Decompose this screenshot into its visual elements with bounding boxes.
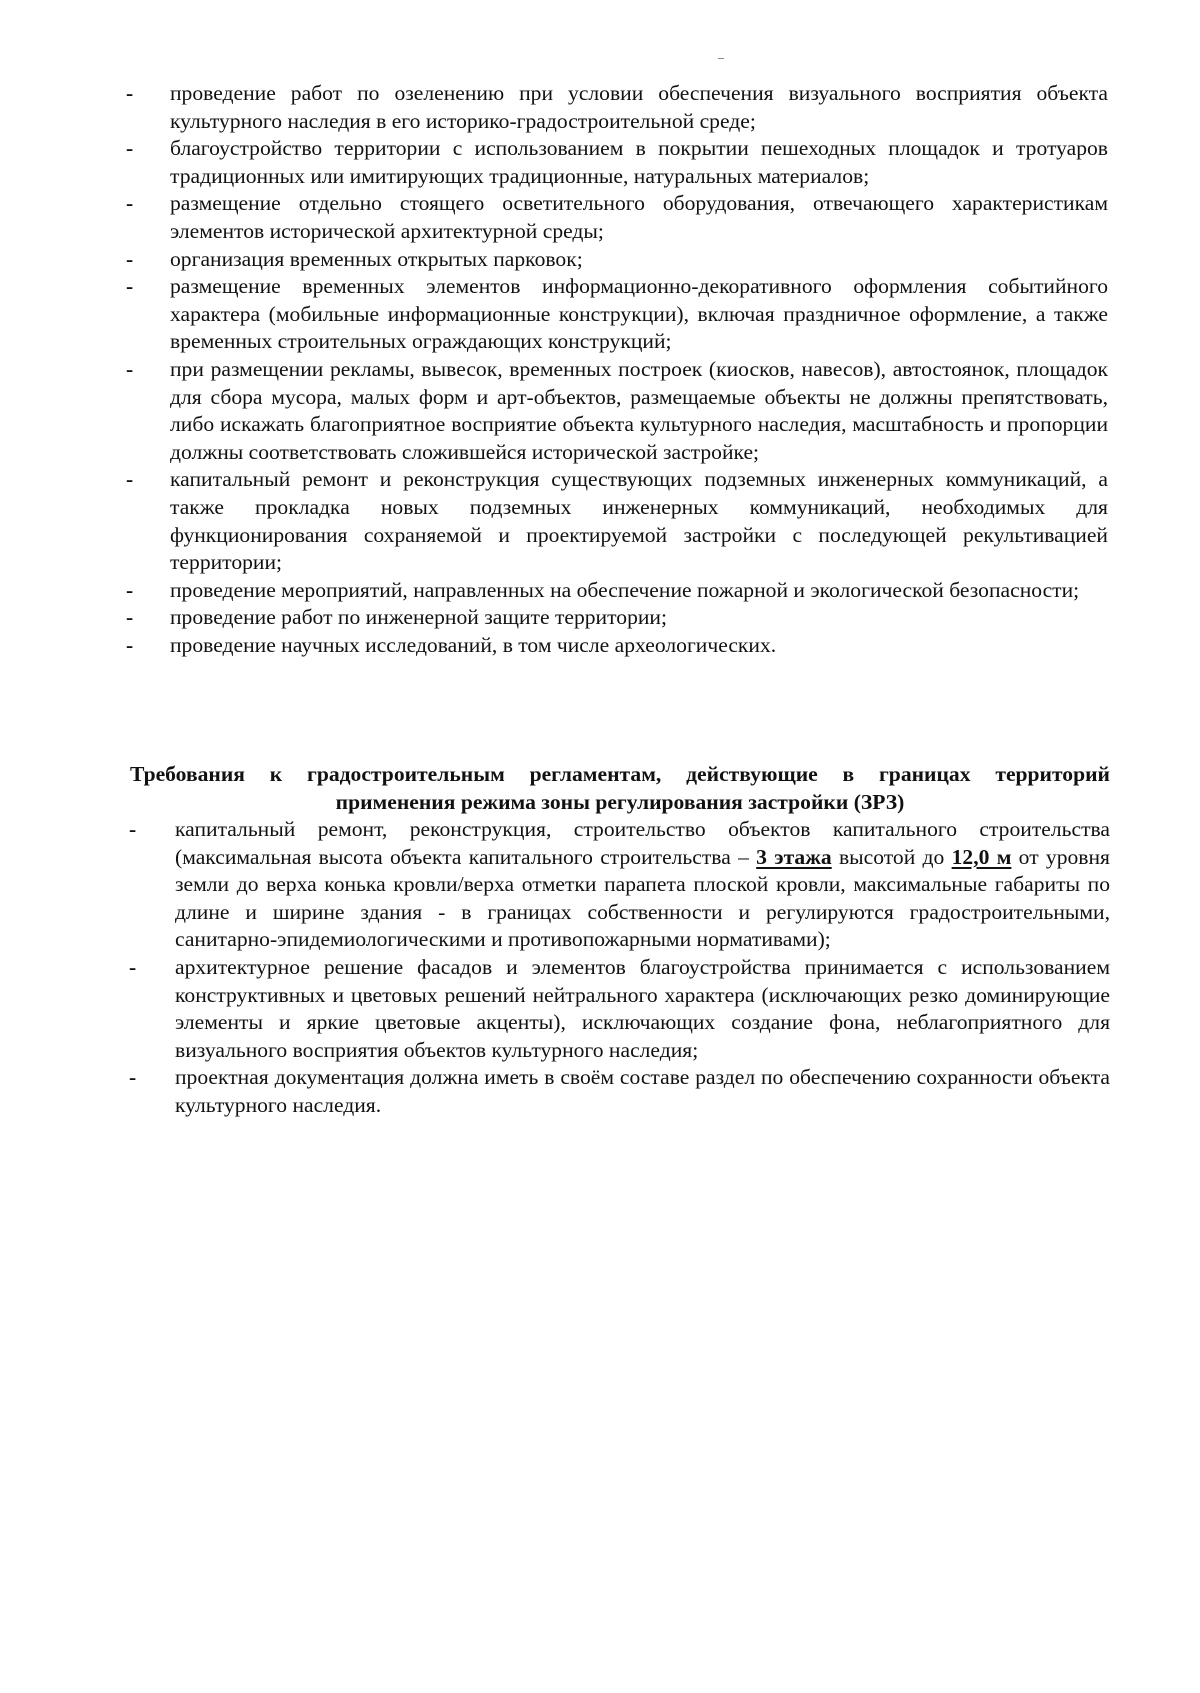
section-heading-line-2: применения режима зоны регулирования застройки (ЗРЗ) bbox=[335, 790, 905, 814]
scan-mark bbox=[718, 58, 724, 59]
max-floors-value: 3 этажа bbox=[756, 844, 832, 869]
list-item bbox=[126, 273, 1108, 356]
list-item-text-part: капитальный ремонт, реконструкция, строительство объектов капитального строительства (максимальная высота объекта капитального строительства – bbox=[175, 817, 1110, 869]
bullet-dash: - bbox=[126, 577, 134, 602]
list-item-text-part: высотой до bbox=[831, 844, 952, 869]
list-item-text: размещение временных элементов информационно-декоративного оформления событийного характера (мобильные информационные конструкции), включая праздничное оформление, а также временных строительных ограждающих конструкций; bbox=[170, 274, 1108, 354]
bullet-dash: - bbox=[126, 467, 134, 492]
zrz-requirements-list bbox=[0, 816, 1200, 1120]
bullet-dash: - bbox=[126, 136, 134, 161]
list-item bbox=[126, 577, 1108, 605]
bullet-dash: - bbox=[129, 817, 137, 841]
list-item-text: проведение работ по инженерной защите территории; bbox=[170, 605, 667, 630]
list-item bbox=[126, 632, 1108, 660]
list-item-text-part: от уровня земли до верха конька кровли/верха отметки парапета плоской кровли, максимальные габариты по длине и ширине здания - в границах собственности и регулируются градостроительными, санитарно-эпидемиологическими и противопожарными нормативами); bbox=[175, 844, 1110, 952]
list-item-text: размещение отдельно стоящего осветительного оборудования, отвечающего характеристикам элементов исторической архитектурной среды; bbox=[170, 191, 1108, 243]
list-item-text: проведение мероприятий, направленных на обеспечение пожарной и экологической безопасности; bbox=[170, 577, 1080, 602]
list-item bbox=[129, 1064, 1110, 1119]
list-item bbox=[126, 190, 1108, 245]
list-item-text: при размещении рекламы, вывесок, временных построек (киосков, навесов), автостоянок, площадок для сбора мусора, малых форм и арт-объектов, размещаемые объекты не должны препятствовать, либо искажать благоприятное восприятие объекта культурного наследия, масштабность и пропорции должны соответствовать сложившейся исторической застройке; bbox=[170, 356, 1108, 464]
bullet-dash: - bbox=[126, 81, 134, 105]
list-item-text: капитальный ремонт и реконструкция существующих подземных инженерных коммуникаций, а также прокладка новых подземных инженерных коммуникаций, необходимых для функционирования сохраняемой и проектируемой застройки с последующей рекультивацией территории; bbox=[170, 467, 1108, 575]
list-item bbox=[126, 246, 1108, 274]
list-item bbox=[129, 816, 1110, 954]
bullet-dash: - bbox=[126, 632, 134, 657]
bullet-dash: - bbox=[126, 191, 134, 216]
list-item-text: организация временных открытых парковок; bbox=[170, 246, 583, 271]
section-heading-line-1: Требования к градостроительным регламентам, действующие в границах территорий bbox=[130, 762, 1110, 786]
bullet-dash: - bbox=[126, 274, 134, 299]
bullet-dash: - bbox=[126, 356, 134, 381]
bullet-dash: - bbox=[129, 1065, 137, 1090]
list-item-text: проведение работ по озеленению при условии обеспечения визуального восприятия объекта культурного наследия в его историко-градостроительной среде; bbox=[170, 81, 1108, 133]
section-heading bbox=[130, 760, 1110, 816]
permitted-works-list bbox=[0, 80, 1200, 659]
list-item bbox=[126, 356, 1108, 466]
bullet-dash: - bbox=[126, 605, 134, 630]
list-item-text: благоустройство территории с использованием в покрытии пешеходных площадок и тротуаров традиционных или имитирующих традиционные, натуральных материалов; bbox=[170, 136, 1108, 188]
list-item bbox=[126, 604, 1108, 632]
list-item bbox=[126, 80, 1108, 135]
list-item-text: проектная документация должна иметь в своём составе раздел по обеспечению сохранности объекта культурного наследия. bbox=[175, 1065, 1110, 1117]
bullet-dash: - bbox=[126, 246, 134, 271]
max-height-value: 12,0 м bbox=[951, 844, 1012, 869]
list-item bbox=[126, 135, 1108, 190]
list-item-text: проведение научных исследований, в том числе археологических. bbox=[170, 632, 777, 657]
list-item bbox=[129, 954, 1110, 1064]
list-item bbox=[126, 466, 1108, 576]
list-item-text: архитектурное решение фасадов и элементов благоустройства принимается с использованием конструктивных и цветовых решений нейтрального характера (исключающих резко доминирующие элементы и яркие цветовые акценты), исключающих создание фона, неблагоприятного для визуального восприятия объектов культурного наследия; bbox=[175, 954, 1110, 1062]
bullet-dash: - bbox=[129, 954, 137, 979]
